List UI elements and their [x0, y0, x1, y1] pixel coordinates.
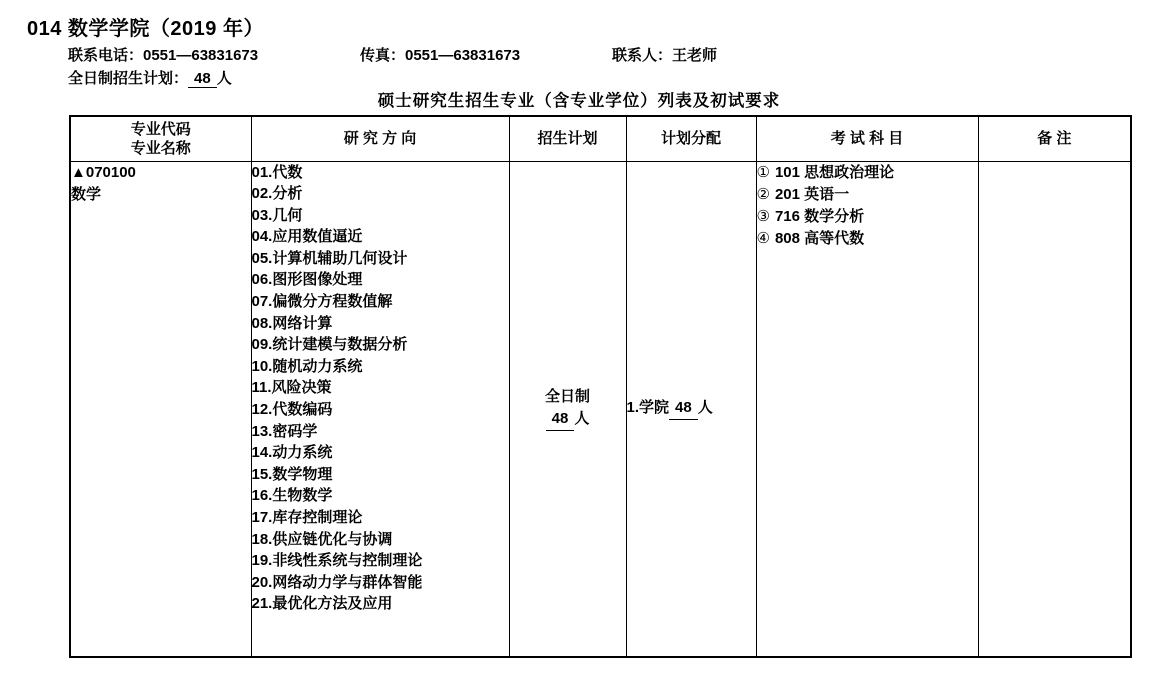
direction-item: 02.分析 — [251, 185, 303, 203]
contact-person: 联系人：王老师 — [612, 47, 718, 64]
direction-item: 12.代数编码 — [251, 401, 333, 419]
direction-item: 19.非线性系统与控制理论 — [251, 552, 423, 570]
fulltime-plan-line — [68, 67, 232, 88]
subject-label: 716 数学分析 — [774, 207, 865, 225]
direction-item: 08.网络计算 — [251, 314, 333, 332]
major-code: ▲070100 — [71, 163, 136, 181]
enrollment-count-underlined: 48 — [546, 408, 575, 431]
col-header-plan-allocation: 计划分配 — [626, 116, 756, 161]
plan-label: 全日制招生计划： — [68, 70, 189, 87]
direction-item: 17.库存控制理论 — [251, 509, 363, 526]
direction-item: 16.生物数学 — [251, 487, 333, 505]
col-header-line2: 专业名称 — [130, 139, 191, 157]
contact-phone: 联系电话：0551—63831673 — [68, 47, 259, 64]
subject-label: 101 思想政治理论 — [774, 163, 895, 181]
direction-item: 11.风险决策 — [251, 379, 332, 397]
admissions-table — [69, 115, 1132, 658]
plan-unit: 人 — [216, 70, 232, 87]
allocation-prefix: 1.学院 — [626, 399, 670, 417]
direction-item: 07.偏微分方程数值解 — [251, 293, 393, 311]
contact-fax: 传真：0551—63831673 — [360, 47, 521, 64]
col-header-remarks: 备 注 — [978, 116, 1131, 161]
direction-item: 15.数学物理 — [251, 465, 333, 483]
major-name: 数学 — [71, 185, 102, 203]
col-header-enrollment-plan: 招生计划 — [509, 116, 626, 161]
direction-item: 14.动力系统 — [251, 444, 333, 462]
direction-item: 04.应用数值逼近 — [251, 228, 363, 246]
department-title: 014 数学学院（2019 年） — [27, 18, 264, 40]
subject-number-badge: ③ — [756, 207, 770, 225]
subject-label: 201 英语一 — [774, 185, 850, 203]
direction-item: 01.代数 — [251, 163, 303, 181]
exam-subject-item — [757, 184, 978, 206]
direction-item: 05.计算机辅助几何设计 — [251, 249, 408, 267]
enrollment-plan-cell — [509, 161, 626, 657]
plan-value-underlined: 48 — [188, 70, 217, 88]
direction-item: 03.几何 — [251, 206, 303, 224]
major-code-cell — [70, 161, 251, 657]
direction-item: 10.随机动力系统 — [251, 357, 363, 375]
col-header-research-directions: 研 究 方 向 — [251, 116, 509, 161]
exam-subject-item — [757, 162, 978, 184]
exam-subject-item — [757, 206, 978, 228]
subject-number-badge: ① — [756, 163, 770, 181]
research-directions-cell — [251, 161, 509, 657]
col-header-exam-subjects: 考 试 科 目 — [756, 116, 978, 161]
table-header-row — [70, 116, 1131, 161]
allocation-count-underlined: 48 — [669, 397, 698, 420]
document-title: 硕士研究生招生专业（含专业学位）列表及初试要求 — [377, 92, 781, 110]
direction-item: 06.图形图像处理 — [251, 271, 363, 289]
direction-item: 09.统计建模与数据分析 — [251, 336, 408, 354]
exam-subjects-cell — [756, 161, 978, 657]
enrollment-type: 全日制 — [544, 388, 590, 406]
subject-number-badge: ② — [756, 185, 770, 203]
allocation-unit: 人 — [697, 399, 713, 417]
enrollment-count-line — [510, 408, 626, 431]
plan-allocation-cell — [626, 161, 756, 657]
enrollment-unit: 人 — [574, 410, 590, 428]
subject-label: 808 高等代数 — [774, 229, 865, 247]
direction-item: 20.网络动力学与群体智能 — [251, 573, 423, 591]
direction-item: 13.密码学 — [251, 422, 318, 440]
col-header-major-code-name — [70, 116, 251, 161]
direction-item: 21.最优化方法及应用 — [251, 595, 393, 613]
exam-subject-item — [757, 228, 978, 250]
subject-number-badge: ④ — [756, 229, 770, 247]
col-header-line1: 专业代码 — [130, 120, 191, 138]
direction-item: 18.供应链优化与协调 — [251, 530, 393, 548]
remarks-cell — [978, 161, 1131, 657]
table-body-row — [70, 161, 1131, 657]
